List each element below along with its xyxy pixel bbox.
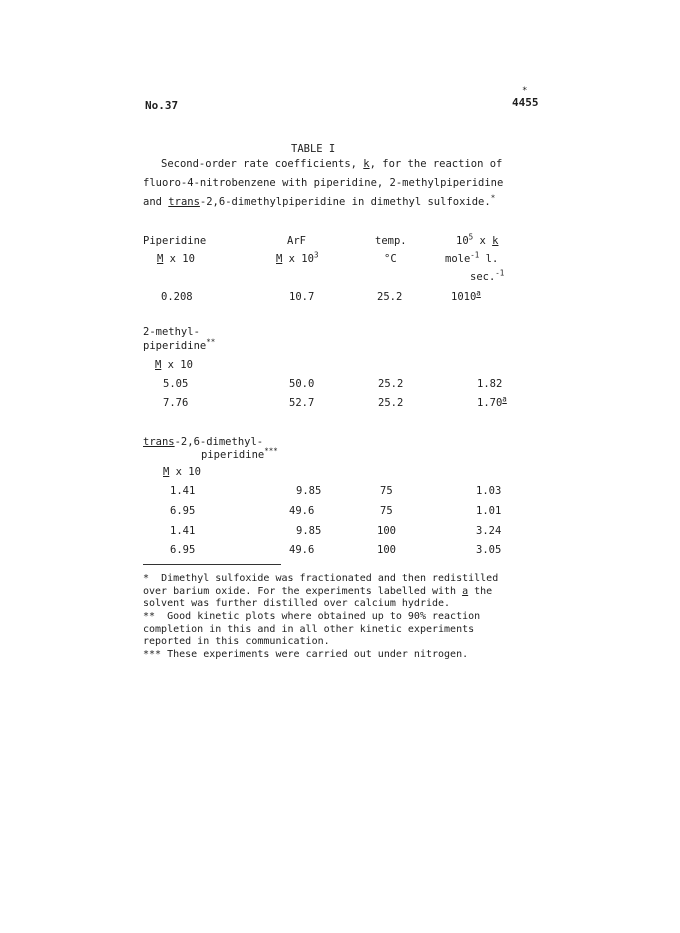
section-title-2-methyl: 2-methyl-	[143, 326, 200, 338]
cell-k: 3.24	[476, 525, 502, 537]
caption-line-3: and trans-2,6-dimethylpiperidine in dimethyl sulfoxide.*	[143, 193, 496, 208]
section-title-2-methyl-line2: piperidine**	[143, 337, 216, 352]
col-header-piperidine-unit: M x 10	[157, 253, 195, 265]
cell-temp: 100	[377, 525, 396, 537]
col-header-rate-unit-2: sec.$^{-1}$	[470, 268, 505, 283]
footnote-3: *** These experiments were carried out under nitrogen.	[143, 649, 469, 660]
cell-m: 5.05	[163, 378, 189, 390]
cell-m: 1.41	[170, 525, 196, 537]
cell-arf: 9.85	[296, 525, 322, 537]
col-header-temp: temp.	[375, 235, 407, 247]
col-header-arf: ArF	[287, 235, 306, 247]
journal-number: No.37	[145, 99, 179, 112]
cell-temp: 25.2	[378, 378, 404, 390]
cell-temp: 75	[380, 485, 393, 497]
footnote-2: ** Good kinetic plots where obtained up to 90% reaction completion in this and in all other kinetic experiments reported in this communication.	[143, 611, 481, 647]
col-header-rate-unit-1: mole$^{-1}$ l.	[445, 250, 499, 265]
cell-k: 1.70$^a$	[477, 394, 507, 409]
cell-arf: 9.85	[296, 485, 322, 497]
caption-line-2: fluoro-4-nitrobenzene with piperidine, 2-methylpiperidine	[143, 177, 504, 189]
cell-arf: 49.6	[289, 505, 315, 517]
section-unit: M x 10	[155, 359, 193, 371]
cell-k: 1.03	[476, 485, 502, 497]
cell-k: 1.82	[477, 378, 503, 390]
footnote-1: * Dimethyl sulfoxide was fractionated and then redistilled over barium oxide. For the experiments labelled with a the solvent was further distilled over calcium hydride.	[143, 573, 499, 609]
cell-k: 1010$^a$	[451, 288, 481, 303]
caption-mark: *	[490, 193, 496, 203]
col-header-temp-unit: °C	[384, 253, 397, 265]
section-title-dimethyl: trans-2,6-dimethyl-	[143, 436, 264, 448]
cell-temp: 100	[377, 544, 396, 556]
cell-m: 0.208	[161, 291, 193, 303]
cell-k: 1.01	[476, 505, 502, 517]
section-title-dimethyl-line2: piperidine***	[201, 446, 278, 461]
cell-m: 6.95	[170, 544, 196, 556]
cell-m: 1.41	[170, 485, 196, 497]
col-header-arf-unit: M x $10^3$	[276, 250, 319, 265]
table-label: TABLE I	[291, 143, 336, 155]
col-header-piperidine: Piperidine	[143, 235, 207, 247]
cell-arf: 49.6	[289, 544, 315, 556]
cell-temp: 25.2	[378, 397, 404, 409]
page-mark: *	[522, 86, 528, 96]
cell-k: 3.05	[476, 544, 502, 556]
caption-line-1: Second-order rate coefficients, k, for the reaction of	[161, 158, 503, 170]
cell-arf: 50.0	[289, 378, 315, 390]
section-unit: M x 10	[163, 466, 201, 478]
cell-arf: 10.7	[289, 291, 315, 303]
cell-arf: 52.7	[289, 397, 315, 409]
col-header-rate: $10^5$ x k	[456, 232, 499, 247]
cell-m: 7.76	[163, 397, 189, 409]
footnote-divider	[143, 564, 281, 565]
cell-temp: 75	[380, 505, 393, 517]
page-number: 4455	[512, 96, 539, 109]
cell-m: 6.95	[170, 505, 196, 517]
cell-temp: 25.2	[377, 291, 403, 303]
